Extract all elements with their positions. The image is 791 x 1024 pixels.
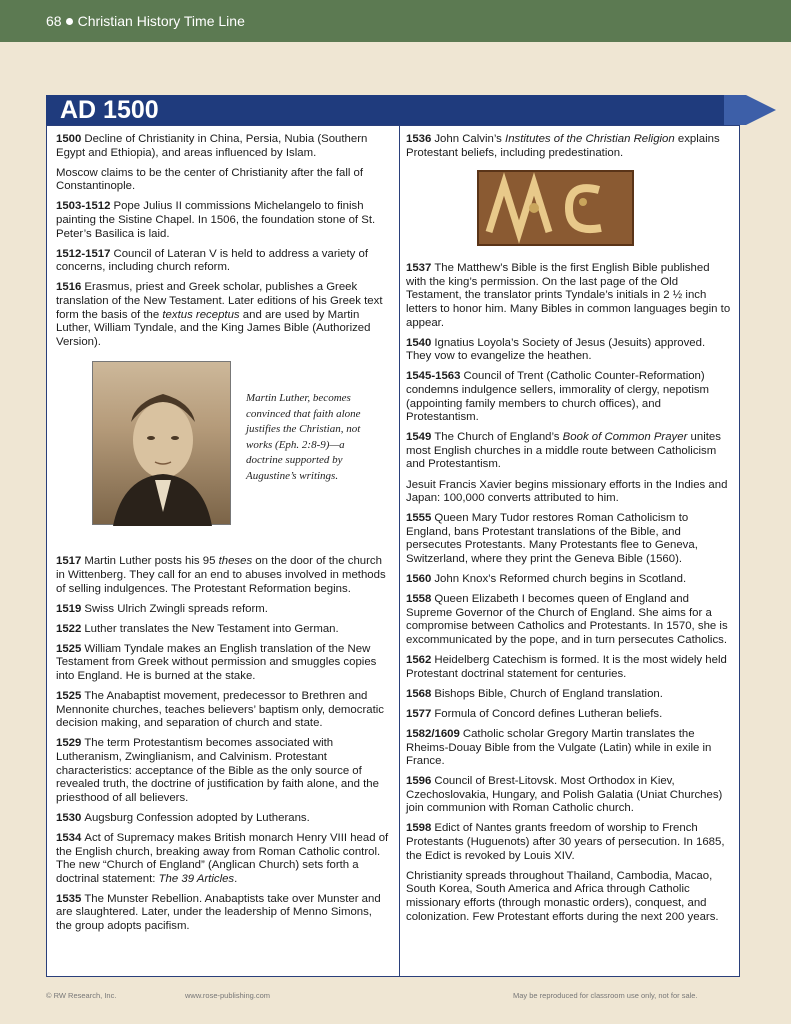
timeline-entry — [406, 262, 731, 330]
entry-text: Queen Elizabeth I becomes queen of England and Supreme Governor of the Church of England. She aims for a compromise between Catholics and Protestants. In 1570, she is excommunicated by the pope, and in turn persecutes Catholics. — [406, 593, 728, 646]
bullet-dot-icon — [66, 18, 73, 25]
entry-text: Moscow claims to be the center of Christianity after the fall of Constantinople. — [56, 166, 364, 193]
timeline-entry — [406, 337, 731, 364]
entry-text: John Knox’s Reformed church begins in Scotland. — [434, 573, 687, 586]
entry-year: 1598 — [406, 822, 432, 835]
timeline-entry — [406, 593, 731, 647]
right-entries-top — [406, 133, 731, 160]
entry-text: Luther translates the New Testament into German. — [84, 622, 339, 635]
left-entries-bottom — [56, 555, 390, 933]
entry-text: Council of Trent (Catholic Counter-Reformation) condemns indulgence sellers, immorality of clergy, nepotism (appointing family members to church offices), and Protestantism. — [406, 370, 710, 424]
entry-text: Augsburg Confession adopted by Lutherans. — [84, 811, 310, 824]
entry-year: 1536 — [406, 133, 432, 145]
entry-text: Decline of Christianity in China, Persia, Nubia (Southern Egypt and Ethiopia), and areas influenced by Islam. — [56, 133, 368, 159]
entry-year: 1560 — [406, 573, 432, 586]
entry-text: Erasmus, priest and Greek scholar, publishes a Greek translation of the New Testament. Later editions of his Greek text form the basis of the — [56, 281, 383, 321]
timeline-entry — [56, 200, 390, 241]
entry-text: on the door of the church in Wittenberg. They call for an end to abuses involved in methods of selling indulgences. The Protestant Reformation begins. — [56, 555, 386, 595]
entry-year: 1558 — [406, 593, 432, 606]
entry-text: William Tyndale makes an English translation of the New Testament from Greek without permission and smuggles copies into England. He is burned at the stake. — [56, 642, 377, 682]
entry-text: The Matthew’s Bible is the first English Bible published with the king’s permission. On the last page of the Old Testament, the translator prints Tyndale’s initials in 2 ½ inch letters to honor him. Many Bibles in common languages begin to appear. — [406, 262, 731, 329]
book-title: Christian History Time Line — [77, 13, 245, 29]
right-entries-bottom — [406, 262, 731, 924]
entry-text: Council of Lateran V is held to address a variety of concerns, including church reform. — [56, 247, 369, 274]
tyndale-initials-ornament — [477, 170, 634, 246]
entry-text: The Anabaptist movement, predecessor to Brethren and Mennonite churches, teaches believers’ baptism only, democratic decision making, and separation of church and state. — [56, 690, 384, 730]
timeline-entry — [56, 737, 390, 805]
entry-text: explains Protestant beliefs, including predestination. — [406, 133, 720, 159]
portrait-illustration — [93, 362, 232, 526]
timeline-entry — [406, 133, 731, 160]
entry-text: Bishops Bible, Church of England translation. — [434, 687, 663, 700]
entry-italic-title: theses — [218, 555, 253, 568]
timeline-entry — [56, 690, 390, 731]
entry-text: Pope Julius II commissions Michelangelo to finish painting the Sistine Chapel. In 1506, the foundation stone of St. Peter’s Basilica is laid. — [56, 200, 376, 240]
timeline-entry — [406, 654, 731, 681]
luther-figure — [56, 361, 390, 547]
timeline-entry — [406, 775, 731, 816]
entry-year: 1522 — [56, 622, 82, 635]
timeline-entry — [56, 281, 390, 349]
entry-year: 1577 — [406, 707, 432, 720]
timeline-entry — [406, 822, 731, 863]
entry-text: Edict of Nantes grants freedom of worship to French Protestants (Huguenots) after 30 years of persecution. In 1685, the Edict is revoked by Louis XIV. — [406, 822, 725, 862]
entry-text: Swiss Ulrich Zwingli spreads reform. — [84, 602, 268, 615]
entry-text: The term Protestantism becomes associated with Lutheranism, Zwinglianism, and Calvinism. Protestant characteristics: acceptance of the Bible as the only source of revealed truth, the doctrine of justification by faith alone, and the priesthood of all believers. — [56, 737, 379, 804]
entry-year: 1540 — [406, 336, 432, 349]
entry-year: 1516 — [56, 281, 82, 294]
entry-text: Heidelberg Catechism is formed. It is the most widely held Protestant doctrinal statement for centuries. — [406, 654, 727, 680]
timeline-entry — [406, 573, 731, 587]
entry-text: Christianity spreads throughout Thailand, Cambodia, Macao, South Korea, South America and Africa through Catholic missionary efforts (through monastic orders), conquest, and colonization. Few Protestant efforts during the next 200 years. — [406, 869, 719, 923]
entry-text: The Church of England’s — [434, 431, 563, 444]
timeline-entry — [56, 603, 390, 617]
entry-italic-title: Book of Common Prayer — [562, 431, 688, 444]
entry-year: 1596 — [406, 775, 432, 788]
entry-year: 1568 — [406, 687, 432, 700]
timeline-entry — [56, 167, 390, 194]
entry-year: 1555 — [406, 512, 432, 525]
entry-year: 1500 — [56, 133, 82, 145]
entry-text: Ignatius Loyola’s Society of Jesus (Jesuits) approved. They vow to evangelize the heathen. — [406, 336, 706, 363]
timeline-entry — [56, 832, 390, 886]
entry-text: Catholic scholar Gregory Martin translates the Rheims-Douay Bible from the Vulgate (Latin) while in exile in France. — [406, 727, 712, 768]
entry-year: 1562 — [406, 654, 432, 667]
entry-year: 1525 — [56, 642, 82, 655]
entry-year: 1545-1563 — [406, 370, 461, 383]
timeline-entry — [56, 623, 390, 637]
timeline-entry — [56, 133, 390, 160]
entry-year: 1537 — [406, 262, 432, 275]
entry-year: 1519 — [56, 602, 82, 615]
entry-text: Formula of Concord defines Lutheran beliefs. — [434, 707, 663, 720]
entry-text: John Calvin’s — [434, 133, 506, 145]
timeline-entry — [56, 248, 390, 275]
entry-text: Martin Luther posts his 95 — [84, 555, 219, 568]
entry-italic-title: The 39 Articles — [158, 872, 235, 885]
timeline-entry — [56, 555, 390, 596]
entry-text: Jesuit Francis Xavier begins missionary efforts in the Indies and Japan: 100,000 converts attributed to him. — [406, 478, 728, 505]
entry-text: . — [234, 872, 238, 885]
timeline-entry — [406, 370, 731, 424]
entry-italic-title: textus receptus — [162, 308, 240, 321]
footer-notice: May be reproduced for classroom use only, not for sale. — [513, 991, 698, 1000]
timeline-entry — [56, 812, 390, 826]
entry-text: Act of Supremacy makes British monarch Henry VIII head of the English church, breaking away from Roman Catholic control. The new “Church of England” (Anglican Church) sets forth a doctrinal statement: — [56, 831, 389, 885]
timeline-entry — [406, 870, 731, 924]
right-column — [406, 133, 731, 931]
entry-year: 1503-1512 — [56, 200, 111, 213]
left-column — [56, 133, 390, 940]
entry-text: and are used by Martin Luther, William Tyndale, and the King James Bible (Authorized Version). — [56, 308, 371, 348]
entry-year: 1512-1517 — [56, 247, 111, 260]
timeline-entry — [406, 479, 731, 506]
timeline-entry — [406, 708, 731, 722]
martin-luther-portrait — [92, 361, 231, 525]
entry-text: Queen Mary Tudor restores Roman Catholicism to England, bans Protestant translations of the Bible, and persecutes Protestants. Many Protestants flee to Geneva, Switzerland, where they print the Geneva Bible (1560). — [406, 512, 698, 565]
left-entries-top — [56, 133, 390, 349]
timeline-entry — [56, 893, 390, 934]
entry-year: 1535 — [56, 892, 82, 905]
entry-text: unites most English churches in a middle route between Catholicism and Protestantism. — [406, 431, 721, 471]
entry-year: 1549 — [406, 431, 432, 444]
entry-year: 1525 — [56, 690, 82, 703]
timeline-entry — [406, 688, 731, 702]
banner-arrow-icon — [746, 95, 776, 125]
timeline-entry — [56, 643, 390, 684]
entry-text: The Munster Rebellion. Anabaptists take over Munster and are slaughtered. Later, under the leadership of Menno Simons, the group adopts pacifism. — [56, 892, 381, 932]
ornament-illustration — [479, 172, 632, 244]
entry-year: 1534 — [56, 831, 82, 844]
column-divider — [399, 126, 400, 976]
page-header — [0, 0, 791, 42]
banner-strip — [724, 95, 746, 125]
entry-year: 1582/1609 — [406, 727, 460, 740]
era-title: AD 1500 — [60, 96, 159, 124]
entry-text: Council of Brest-Litovsk. Most Orthodox in Kiev, Czechoslovakia, Hungary, and Polish Galatia (Uniat Churches) join communion with Roman Catholic church. — [406, 775, 723, 815]
entry-year: 1517 — [56, 555, 82, 568]
portrait-caption: Martin Luther, becomes convinced that faith alone justifies the Christian, not works (Eph. 2:8-9)—a doctrine supported by Augustine’s writings. — [246, 392, 361, 482]
entry-italic-title: Institutes of the Christian Religion — [505, 133, 675, 145]
footer-website[interactable]: www.rose-publishing.com — [185, 991, 271, 1000]
timeline-entry — [406, 431, 731, 472]
timeline-entry — [406, 728, 731, 769]
entry-year: 1529 — [56, 737, 82, 750]
timeline-entry — [406, 512, 731, 566]
footer-copyright: © RW Research, Inc. — [46, 991, 117, 1000]
entry-year: 1530 — [56, 811, 82, 824]
page-number: 68 — [46, 13, 62, 29]
